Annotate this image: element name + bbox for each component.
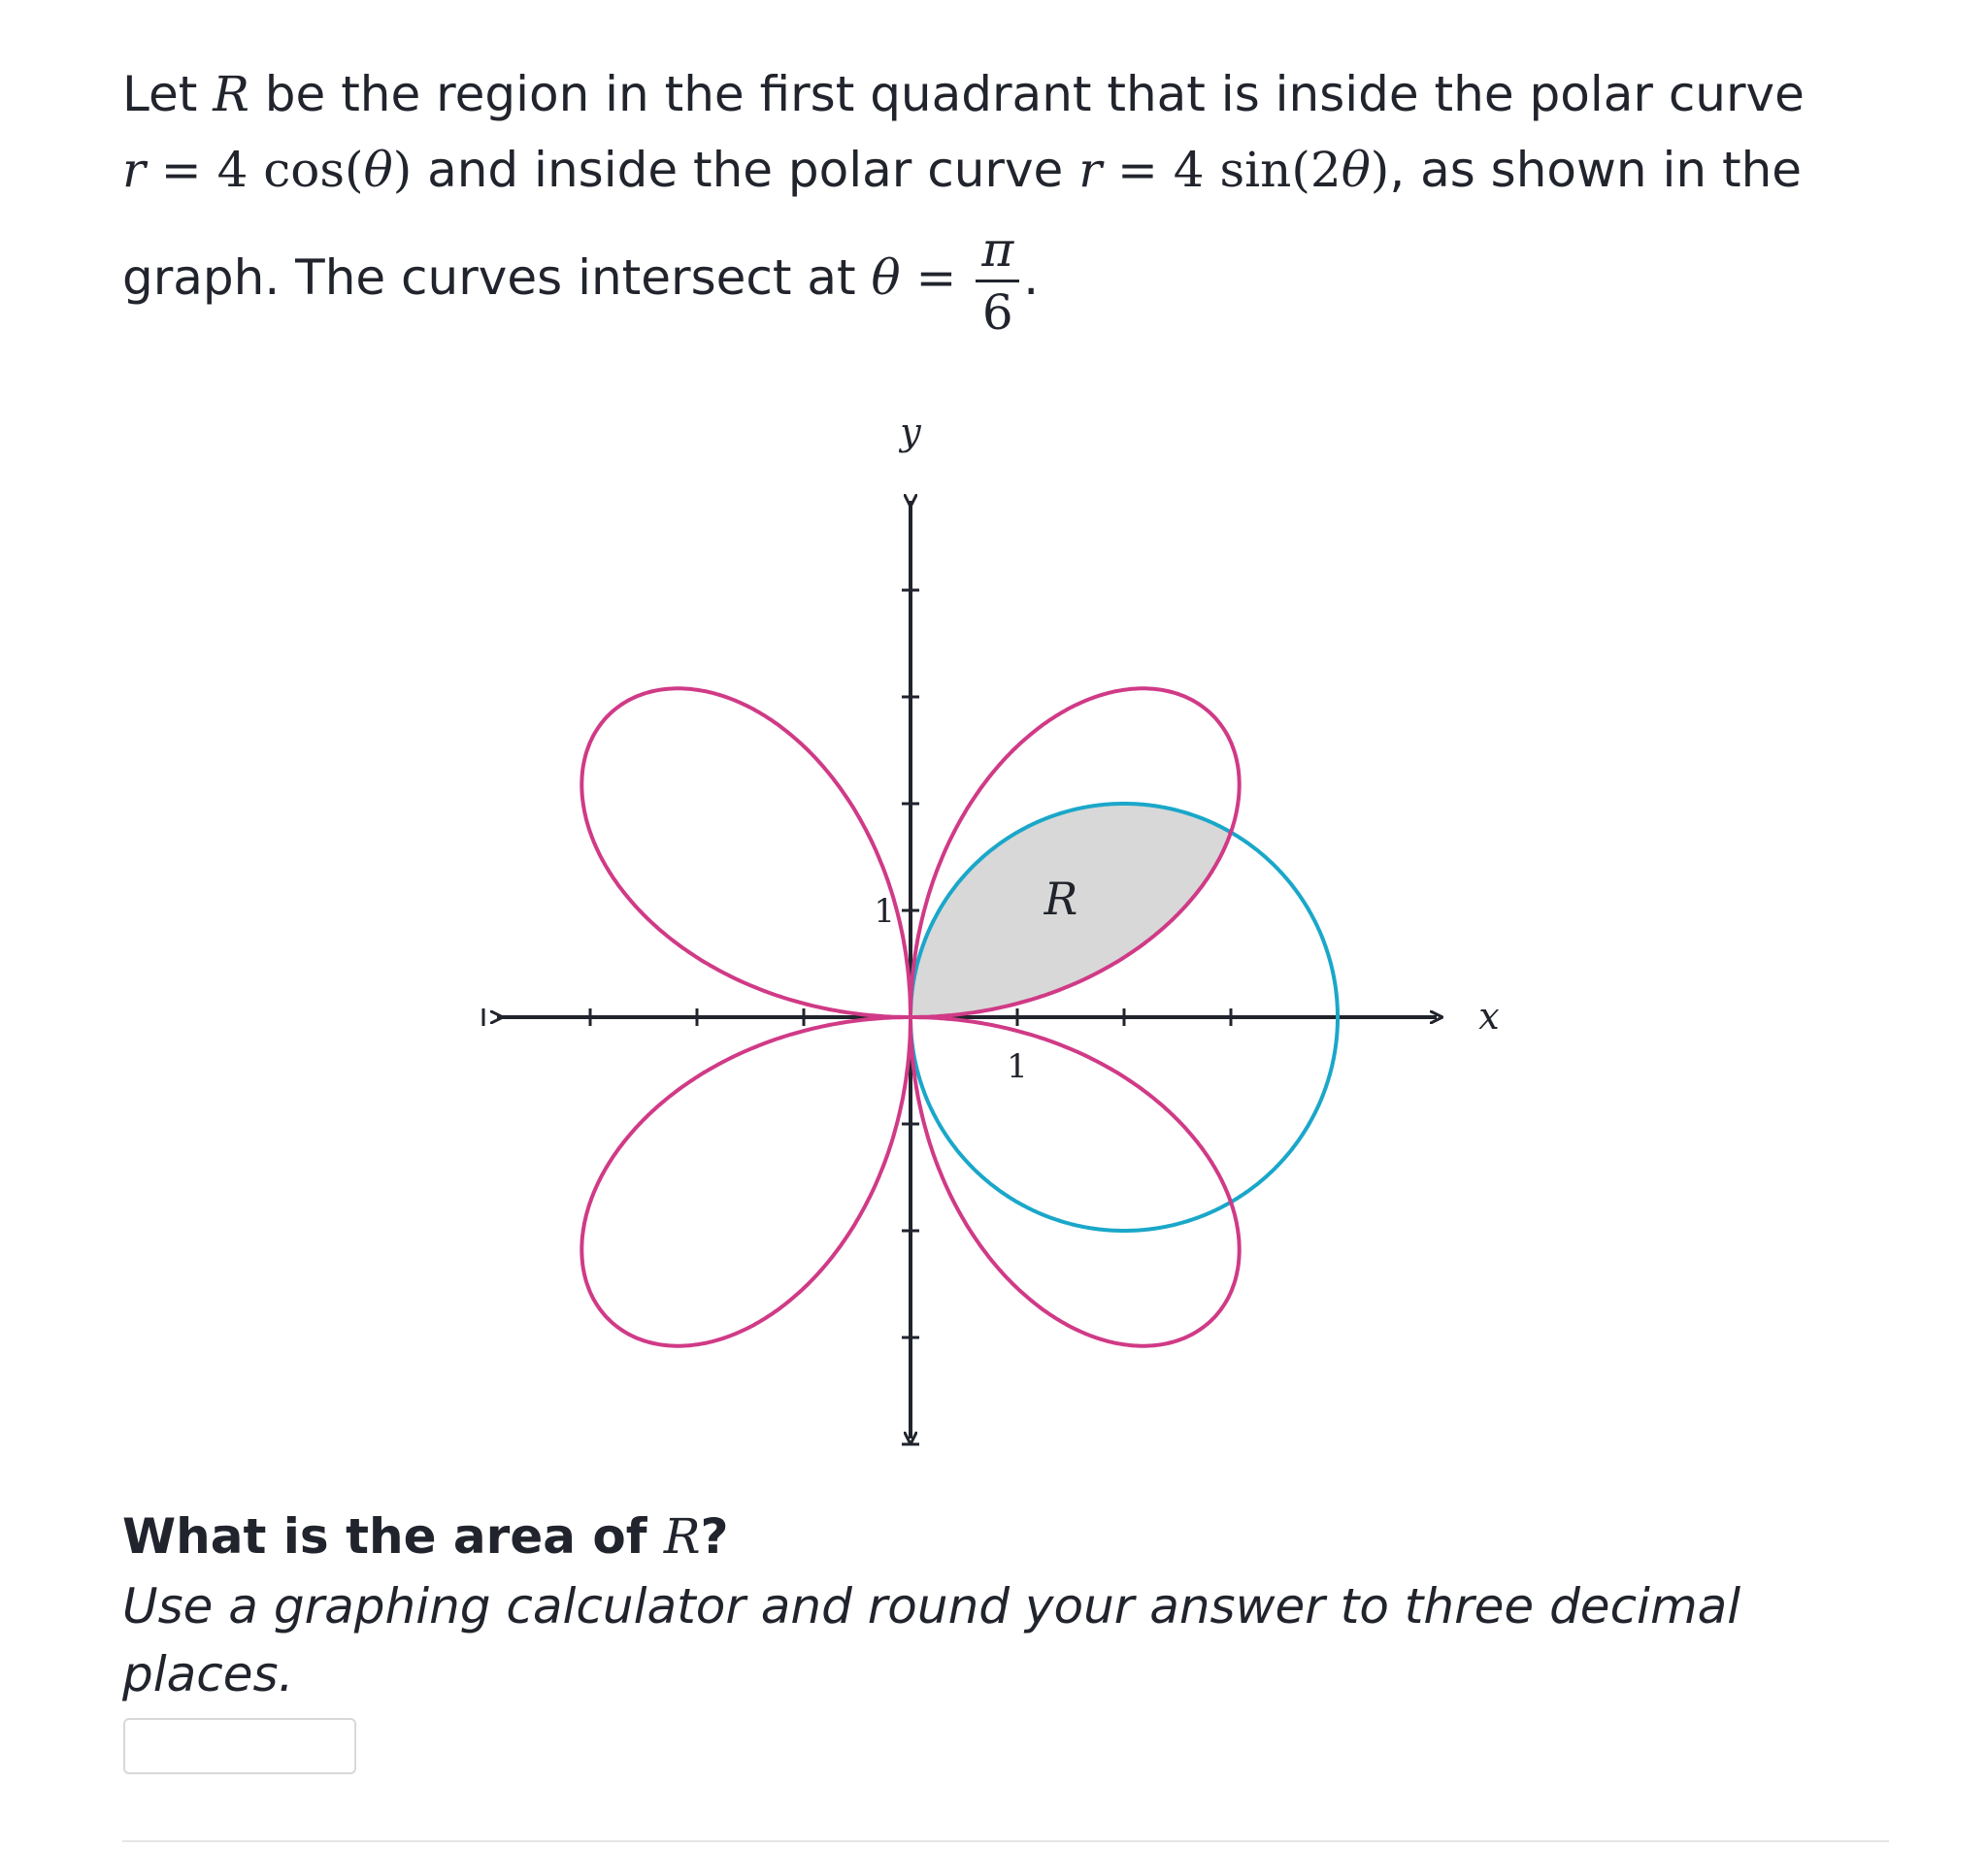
problem-line-1: Let R be the region in the first quadrant that is inside the polar curve bbox=[122, 66, 1805, 122]
y-axis-label: y bbox=[900, 411, 921, 453]
problem-line-2: r = 4 cos(θ) and inside the polar curve r = 4 sin(2θ), as shown in the bbox=[122, 142, 1803, 198]
answer-input[interactable] bbox=[123, 1718, 356, 1774]
curve2-equation: = 4 sin(2 bbox=[1102, 142, 1342, 198]
region-label: R bbox=[1044, 873, 1078, 925]
problem-statement bbox=[122, 56, 1870, 341]
pi-over-six-fraction: $\frac{\pi}{6}$ bbox=[976, 225, 1019, 337]
instruction-text: Use a graphing calculator and round your answer to three decimal places. bbox=[122, 1578, 1741, 1702]
question-text: What is the area of R? bbox=[122, 1508, 729, 1565]
polar-graph bbox=[466, 408, 1534, 1475]
x-axis-label: x bbox=[1478, 995, 1500, 1038]
region-variable: R bbox=[213, 66, 249, 122]
problem-line-3: graph. The curves intersect at θ = $\frac{\pi}{6}$ . bbox=[122, 221, 1040, 341]
curve1-equation: = 4 cos( bbox=[145, 142, 364, 198]
divider bbox=[122, 1840, 1889, 1842]
y-tick-label-1: 1 bbox=[874, 892, 895, 931]
x-tick-label-1: 1 bbox=[1007, 1047, 1028, 1086]
